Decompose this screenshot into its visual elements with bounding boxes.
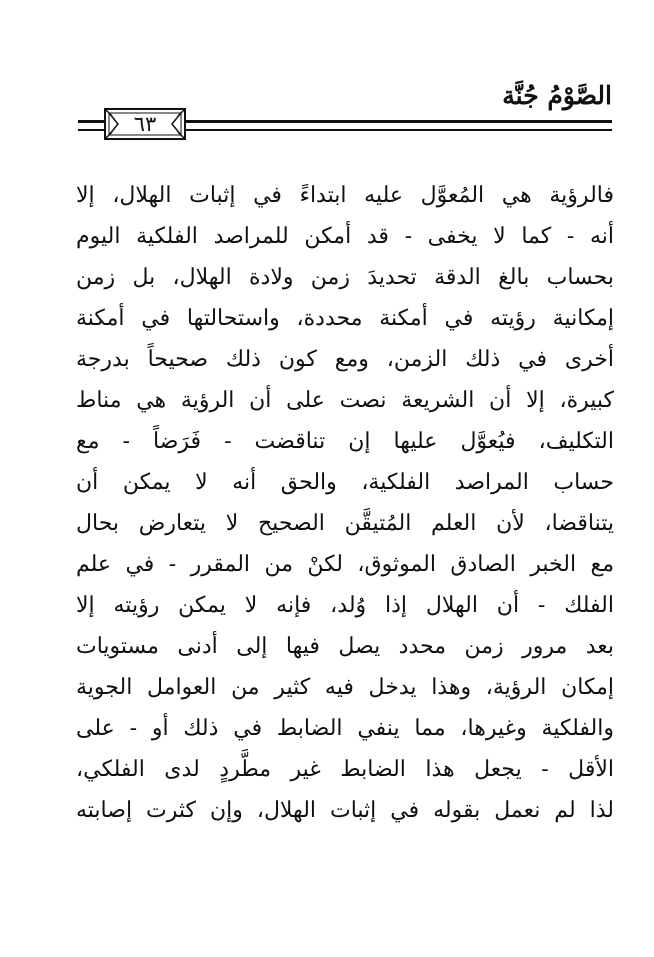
text-line: الأقل - يجعل هذا الضابط غير مطَّردٍ لدى الفلكي، [76,757,614,782]
page-number: ٦٣ [133,112,157,136]
text-line: فالرؤية هي المُعوَّل عليه ابتداءً في إثبات الهلال، إلا [76,183,614,208]
text-line: بحساب بالغ الدقة تحديدَ زمن ولادة الهلال، بل زمن [76,265,614,290]
text-line: لذا لم نعمل بقوله في إثبات الهلال، وإن كثرت إصابته [76,798,614,823]
running-title: الصَّوْمُ جُنَّة [502,81,612,110]
text-line: الفلك - أن الهلال إذا وُلد، فإنه لا يمكن رؤيته إلا [76,593,614,618]
text-line: التكليف، فيُعوَّل عليها إن تناقضت - فَرَضاً - مع [76,429,614,454]
text-line: إمكان الرؤية، وهذا يدخل فيه كثير من العوامل الجوية [76,675,614,700]
text-line: أنه - كما لا يخفى - قد أمكن للمراصد الفلكية اليوم [76,224,614,249]
text-line: يتناقضا، لأن العلم المُتيقَّن الصحيح لا يتعارض بحال [76,511,614,536]
page-header [0,78,654,148]
header-rule-left [78,120,104,131]
body-paragraph [76,175,614,831]
text-line: إمكانية رؤيته في أمكنة محددة، واستحالتها في أمكنة [76,306,614,331]
header-rule-right [186,120,612,131]
text-line: حساب المراصد الفلكية، والحق أنه لا يمكن أن [76,470,614,495]
text-line: والفلكية وغيرها، مما ينفي الضابط في ذلك أو - على [76,716,614,741]
text-line: بعد مرور زمن محدد يصل فيها إلى أدنى مستويات [76,634,614,659]
text-line: كبيرة، إلا أن الشريعة نصت على أن الرؤية هي مناط [76,388,614,413]
page-number-frame [104,108,186,140]
text-line: مع الخبر الصادق الموثوق، لكنْ من المقرر - في علم [76,552,614,577]
text-line: أخرى في ذلك الزمن، ومع كون ذلك صحيحاً بدرجة [76,347,614,372]
